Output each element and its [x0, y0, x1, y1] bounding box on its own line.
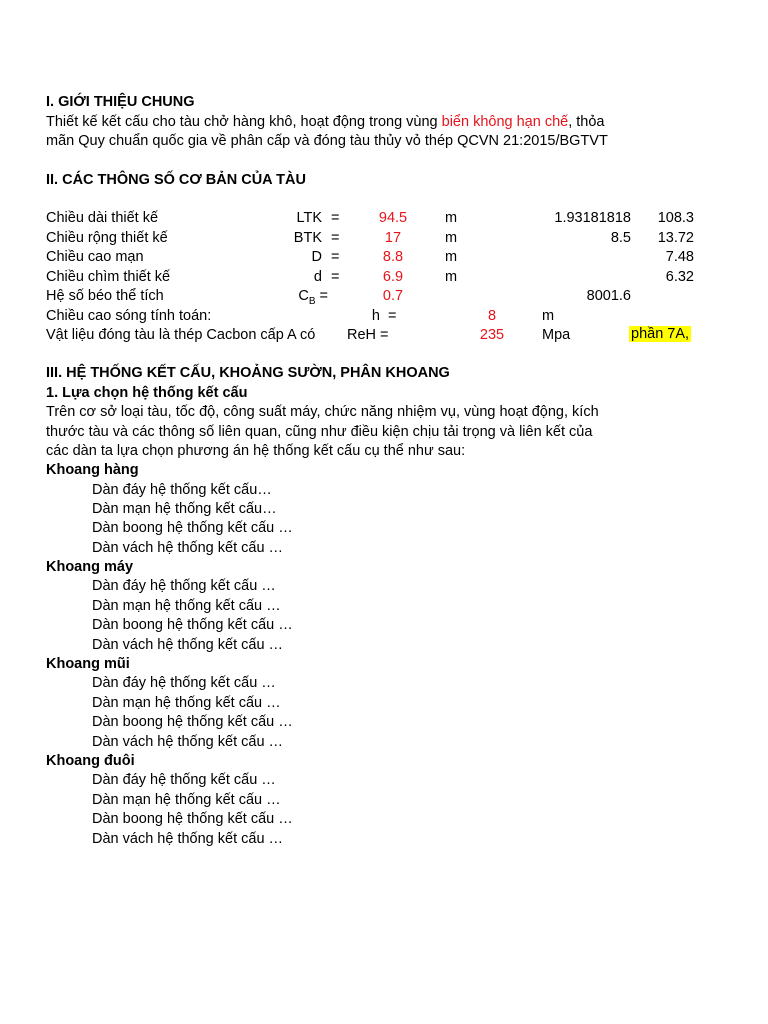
- param-label: Vật liệu đóng tàu là thép Cacbon cấp A có: [46, 327, 316, 343]
- list-item: Dàn đáy hệ thống kết cấu…: [92, 482, 272, 498]
- section-title: Khoang hàng: [46, 462, 139, 478]
- param-value: 17: [384, 230, 402, 246]
- param-extra-1: 8001.6: [586, 288, 631, 304]
- param-symbol: BTK: [293, 230, 322, 246]
- param-unit: m: [445, 230, 458, 246]
- list-item: Dàn boong hệ thống kết cấu …: [92, 520, 293, 536]
- structure-sub-heading: 1. Lựa chọn hệ thống kết cấu: [46, 385, 248, 401]
- list-item: Dàn vách hệ thống kết cấu …: [92, 734, 284, 750]
- param-eq: =: [331, 210, 340, 226]
- param-value: 6.9: [382, 269, 404, 285]
- param-label: Chiều cao mạn: [46, 249, 144, 265]
- param-extra-2: 13.72: [657, 230, 694, 246]
- param-unit: Mpa: [542, 327, 571, 343]
- intro-line-2: mãn Quy chuẩn quốc gia về phân cấp và đóng tàu thủy vỏ thép QCVN 21:2015/BGTVT: [46, 133, 608, 149]
- list-item: Dàn vách hệ thống kết cấu …: [92, 540, 284, 556]
- section-title: Khoang mũi: [46, 656, 130, 672]
- param-label: Chiều cao sóng tính toán:: [46, 308, 212, 324]
- param-symbol: LTK: [296, 210, 322, 226]
- param-unit: m: [445, 269, 458, 285]
- params-heading: II. CÁC THÔNG SỐ CƠ BẢN CỦA TÀU: [46, 172, 306, 188]
- param-unit: m: [445, 210, 458, 226]
- param-value: 8.8: [382, 249, 404, 265]
- list-item: Dàn đáy hệ thống kết cấu …: [92, 578, 276, 594]
- param-symbol: $C_B$ =: [298, 288, 328, 307]
- structure-para-line: các dàn ta lựa chọn phương án hệ thống kết cấu cụ thể như sau:: [46, 443, 466, 459]
- param-extra-2: 7.48: [665, 249, 694, 265]
- intro-line-1-highlight: biển không hạn chế: [441, 114, 569, 130]
- param-extra-1: 8.5: [610, 230, 631, 246]
- list-item: Dàn mạn hệ thống kết cấu …: [92, 792, 281, 808]
- param-symbol: ReH =: [347, 327, 389, 343]
- param-symbol: h: [371, 308, 380, 324]
- param-eq: =: [331, 249, 340, 265]
- param-label: Chiều chìm thiết kế: [46, 269, 171, 285]
- intro-line-1-pre: Thiết kế kết cấu cho tàu chở hàng khô, hoạt động trong vùng: [46, 114, 442, 130]
- list-item: Dàn vách hệ thống kết cấu …: [92, 637, 284, 653]
- param-symbol: d: [313, 269, 322, 285]
- param-value: 0.7: [382, 288, 404, 304]
- param-label: Chiều rộng thiết kế: [46, 230, 168, 246]
- param-value: 235: [479, 327, 505, 343]
- param-value: 8: [487, 308, 497, 324]
- list-item: Dàn boong hệ thống kết cấu …: [92, 811, 293, 827]
- param-label: Hệ số béo thể tích: [46, 288, 164, 304]
- section-title: Khoang đuôi: [46, 753, 135, 769]
- list-item: Dàn mạn hệ thống kết cấu …: [92, 695, 281, 711]
- intro-line-1-post: , thỏa: [568, 114, 605, 130]
- list-item: Dàn mạn hệ thống kết cấu…: [92, 501, 277, 517]
- list-item: Dàn vách hệ thống kết cấu …: [92, 831, 284, 847]
- param-eq: =: [331, 269, 340, 285]
- param-extra-2: 108.3: [657, 210, 694, 226]
- list-item: Dàn đáy hệ thống kết cấu …: [92, 772, 276, 788]
- list-item: Dàn đáy hệ thống kết cấu …: [92, 675, 276, 691]
- structure-para-line: thước tàu và các thông số liên quan, cũng như điều kiện chịu tải trọng và liên kết của: [46, 424, 593, 440]
- param-label: Chiều dài thiết kế: [46, 210, 159, 226]
- intro-line-1: [46, 113, 605, 131]
- param-eq: =: [331, 230, 340, 246]
- param-unit: m: [542, 308, 555, 324]
- param-unit: m: [445, 249, 458, 265]
- list-item: Dàn boong hệ thống kết cấu …: [92, 714, 293, 730]
- structure-heading: III. HỆ THỐNG KẾT CẤU, KHOẢNG SƯỜN, PHÂN KHOANG: [46, 365, 450, 381]
- section-title: Khoang máy: [46, 559, 134, 575]
- list-item: Dàn mạn hệ thống kết cấu …: [92, 598, 281, 614]
- param-symbol: D: [311, 249, 322, 265]
- param-note: phần 7A,: [631, 326, 690, 342]
- list-item: Dàn boong hệ thống kết cấu …: [92, 617, 293, 633]
- param-eq: =: [388, 308, 397, 324]
- param-value: 94.5: [378, 210, 408, 226]
- param-extra-1: 1.93181818: [554, 210, 631, 226]
- intro-heading: I. GIỚI THIỆU CHUNG: [46, 94, 195, 110]
- param-extra-2: 6.32: [665, 269, 694, 285]
- structure-para-line: Trên cơ sở loại tàu, tốc độ, công suất máy, chức năng nhiệm vụ, vùng hoạt động, kích: [46, 404, 599, 420]
